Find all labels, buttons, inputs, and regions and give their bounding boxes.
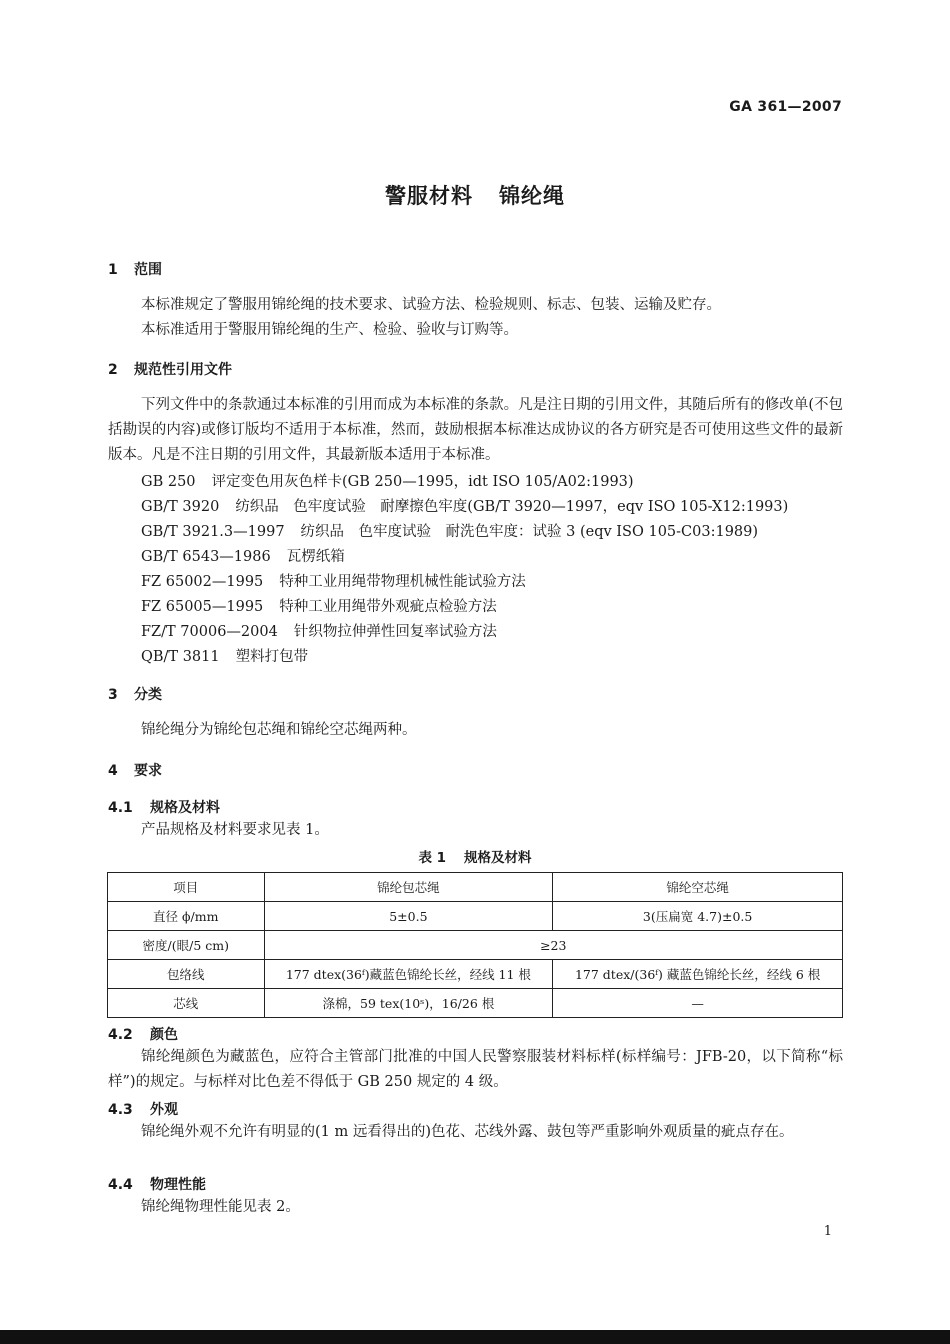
reference-item <box>141 620 497 641</box>
reference-code: GB/T 6543—1986 <box>141 549 271 565</box>
reference-item <box>141 470 634 491</box>
section-number: 4.2 <box>108 1027 133 1043</box>
reference-code: GB/T 3920 <box>141 499 220 515</box>
section-title: 分类 <box>134 687 162 703</box>
section-3-paragraph: 锦纶绳分为锦纶包芯绳和锦纶空芯绳两种。 <box>141 722 417 738</box>
reference-item <box>141 495 788 516</box>
section-number: 3 <box>108 687 118 703</box>
reference-item <box>141 570 526 591</box>
table-caption-number: 表 1 <box>418 850 447 866</box>
table-header-row <box>108 873 843 902</box>
reference-title: 针织物拉伸弹性回复率试验方法 <box>293 624 497 640</box>
reference-code: GB/T 3921.3—1997 <box>141 524 285 540</box>
table-row <box>108 931 843 960</box>
section-number: 4.1 <box>108 800 133 816</box>
section-2-heading <box>108 359 232 379</box>
title-part-1: 警服材料 <box>385 184 473 208</box>
table-cell: 直径 ϕ/mm <box>108 902 265 931</box>
title-part-2: 锦纶绳 <box>499 184 565 208</box>
section-4-3-heading <box>108 1099 178 1119</box>
table-cell: 5±0.5 <box>264 902 553 931</box>
table-header-cell: 锦纶空芯绳 <box>553 873 843 902</box>
table-cell: 177 dtex/(36ᶠ) 藏蓝色锦纶长丝，经线 6 根 <box>553 960 843 989</box>
table-cell: — <box>553 989 843 1018</box>
section-4-4-paragraph: 锦纶绳物理性能见表 2。 <box>141 1199 300 1215</box>
table-header-cell: 锦纶包芯绳 <box>264 873 553 902</box>
table-1-caption <box>0 846 950 866</box>
section-title: 要求 <box>134 763 162 779</box>
section-number: 4.4 <box>108 1177 133 1193</box>
table-row <box>108 960 843 989</box>
section-1-paragraph-2: 本标准适用于警服用锦纶绳的生产、检验、验收与订购等。 <box>141 322 518 338</box>
reference-title: 特种工业用绳带物理机械性能试验方法 <box>279 574 526 590</box>
section-2-intro: 下列文件中的条款通过本标准的引用而成为本标准的条款。凡是注日期的引用文件，其随后所有的修改单(不包括勘误的内容)或修订版均不适用于本标准，然而，鼓励根据本标准达成协议的各方研究是否可使用这些文件的最新版本。凡是不注日期的引用文件，其最新版本适用于本标准。 <box>108 397 843 463</box>
reference-title: 纺织品 色牢度试验 耐摩擦色牢度(GB/T 3920—1997，eqv ISO 105-X12:1993) <box>235 499 789 515</box>
table-cell: ≥23 <box>264 931 842 960</box>
section-4-1-paragraph: 产品规格及材料要求见表 1。 <box>141 822 329 838</box>
table-cell: 包络线 <box>108 960 265 989</box>
spec-table <box>107 872 843 1018</box>
section-4-3-paragraph: 锦纶绳外观不允许有明显的(1 m 远看得出的)色花、芯线外露、鼓包等严重影响外观质量的疵点存在。 <box>141 1124 794 1140</box>
section-4-4-heading <box>108 1174 206 1194</box>
reference-title: 特种工业用绳带外观疵点检验方法 <box>279 599 497 615</box>
table-cell: 177 dtex(36ᶠ)藏蓝色锦纶长丝，经线 11 根 <box>264 960 553 989</box>
section-4-2-paragraph: 锦纶绳颜色为藏蓝色，应符合主管部门批准的中国人民警察服装材料标样(标样编号：JFB-20，以下简称“标样”)的规定。与标样对比色差不得低于 GB 250 规定的 4 级。 <box>108 1049 843 1090</box>
reference-item <box>141 520 758 541</box>
table-cell: 3(压扁宽 4.7)±0.5 <box>553 902 843 931</box>
reference-item <box>141 645 308 666</box>
section-4-1-heading <box>108 797 220 817</box>
section-4-2-heading <box>108 1024 178 1044</box>
document-title <box>0 180 950 210</box>
section-4-heading <box>108 760 162 780</box>
section-title: 范围 <box>134 262 162 278</box>
table-cell: 密度/(眼/5 cm) <box>108 931 265 960</box>
reference-code: FZ/T 70006—2004 <box>141 624 278 640</box>
section-3-heading <box>108 684 162 704</box>
reference-item <box>141 545 345 566</box>
reference-title: 评定变色用灰色样卡(GB 250—1995，idt ISO 105/A02:1993) <box>211 474 634 490</box>
table-row <box>108 989 843 1018</box>
table-caption-title: 规格及材料 <box>464 850 532 866</box>
section-title: 规范性引用文件 <box>134 362 232 378</box>
reference-code: GB 250 <box>141 474 196 490</box>
section-number: 1 <box>108 262 118 278</box>
page-number: 1 <box>823 1224 832 1239</box>
section-title: 规格及材料 <box>150 800 220 816</box>
table-cell: 芯线 <box>108 989 265 1018</box>
reference-code: QB/T 3811 <box>141 649 220 665</box>
reference-title: 瓦楞纸箱 <box>286 549 345 565</box>
section-title: 颜色 <box>150 1027 178 1043</box>
table-header-cell: 项目 <box>108 873 265 902</box>
reference-code: FZ 65005—1995 <box>141 599 264 615</box>
section-number: 2 <box>108 362 118 378</box>
table-cell: 涤棉，59 tex(10ˢ)，16/26 根 <box>264 989 553 1018</box>
section-title: 外观 <box>150 1102 178 1118</box>
section-number: 4.3 <box>108 1102 133 1118</box>
bottom-border <box>0 1330 950 1344</box>
section-1-heading <box>108 259 162 279</box>
standard-code: GA 361—2007 <box>729 99 842 115</box>
section-title: 物理性能 <box>150 1177 206 1193</box>
reference-title: 塑料打包带 <box>235 649 309 665</box>
reference-code: FZ 65002—1995 <box>141 574 264 590</box>
table-row <box>108 902 843 931</box>
reference-item <box>141 595 497 616</box>
section-number: 4 <box>108 763 118 779</box>
reference-title: 纺织品 色牢度试验 耐洗色牢度：试验 3 (eqv ISO 105-C03:1989) <box>300 524 759 540</box>
section-1-paragraph-1: 本标准规定了警服用锦纶绳的技术要求、试验方法、检验规则、标志、包装、运输及贮存。 <box>141 297 721 313</box>
